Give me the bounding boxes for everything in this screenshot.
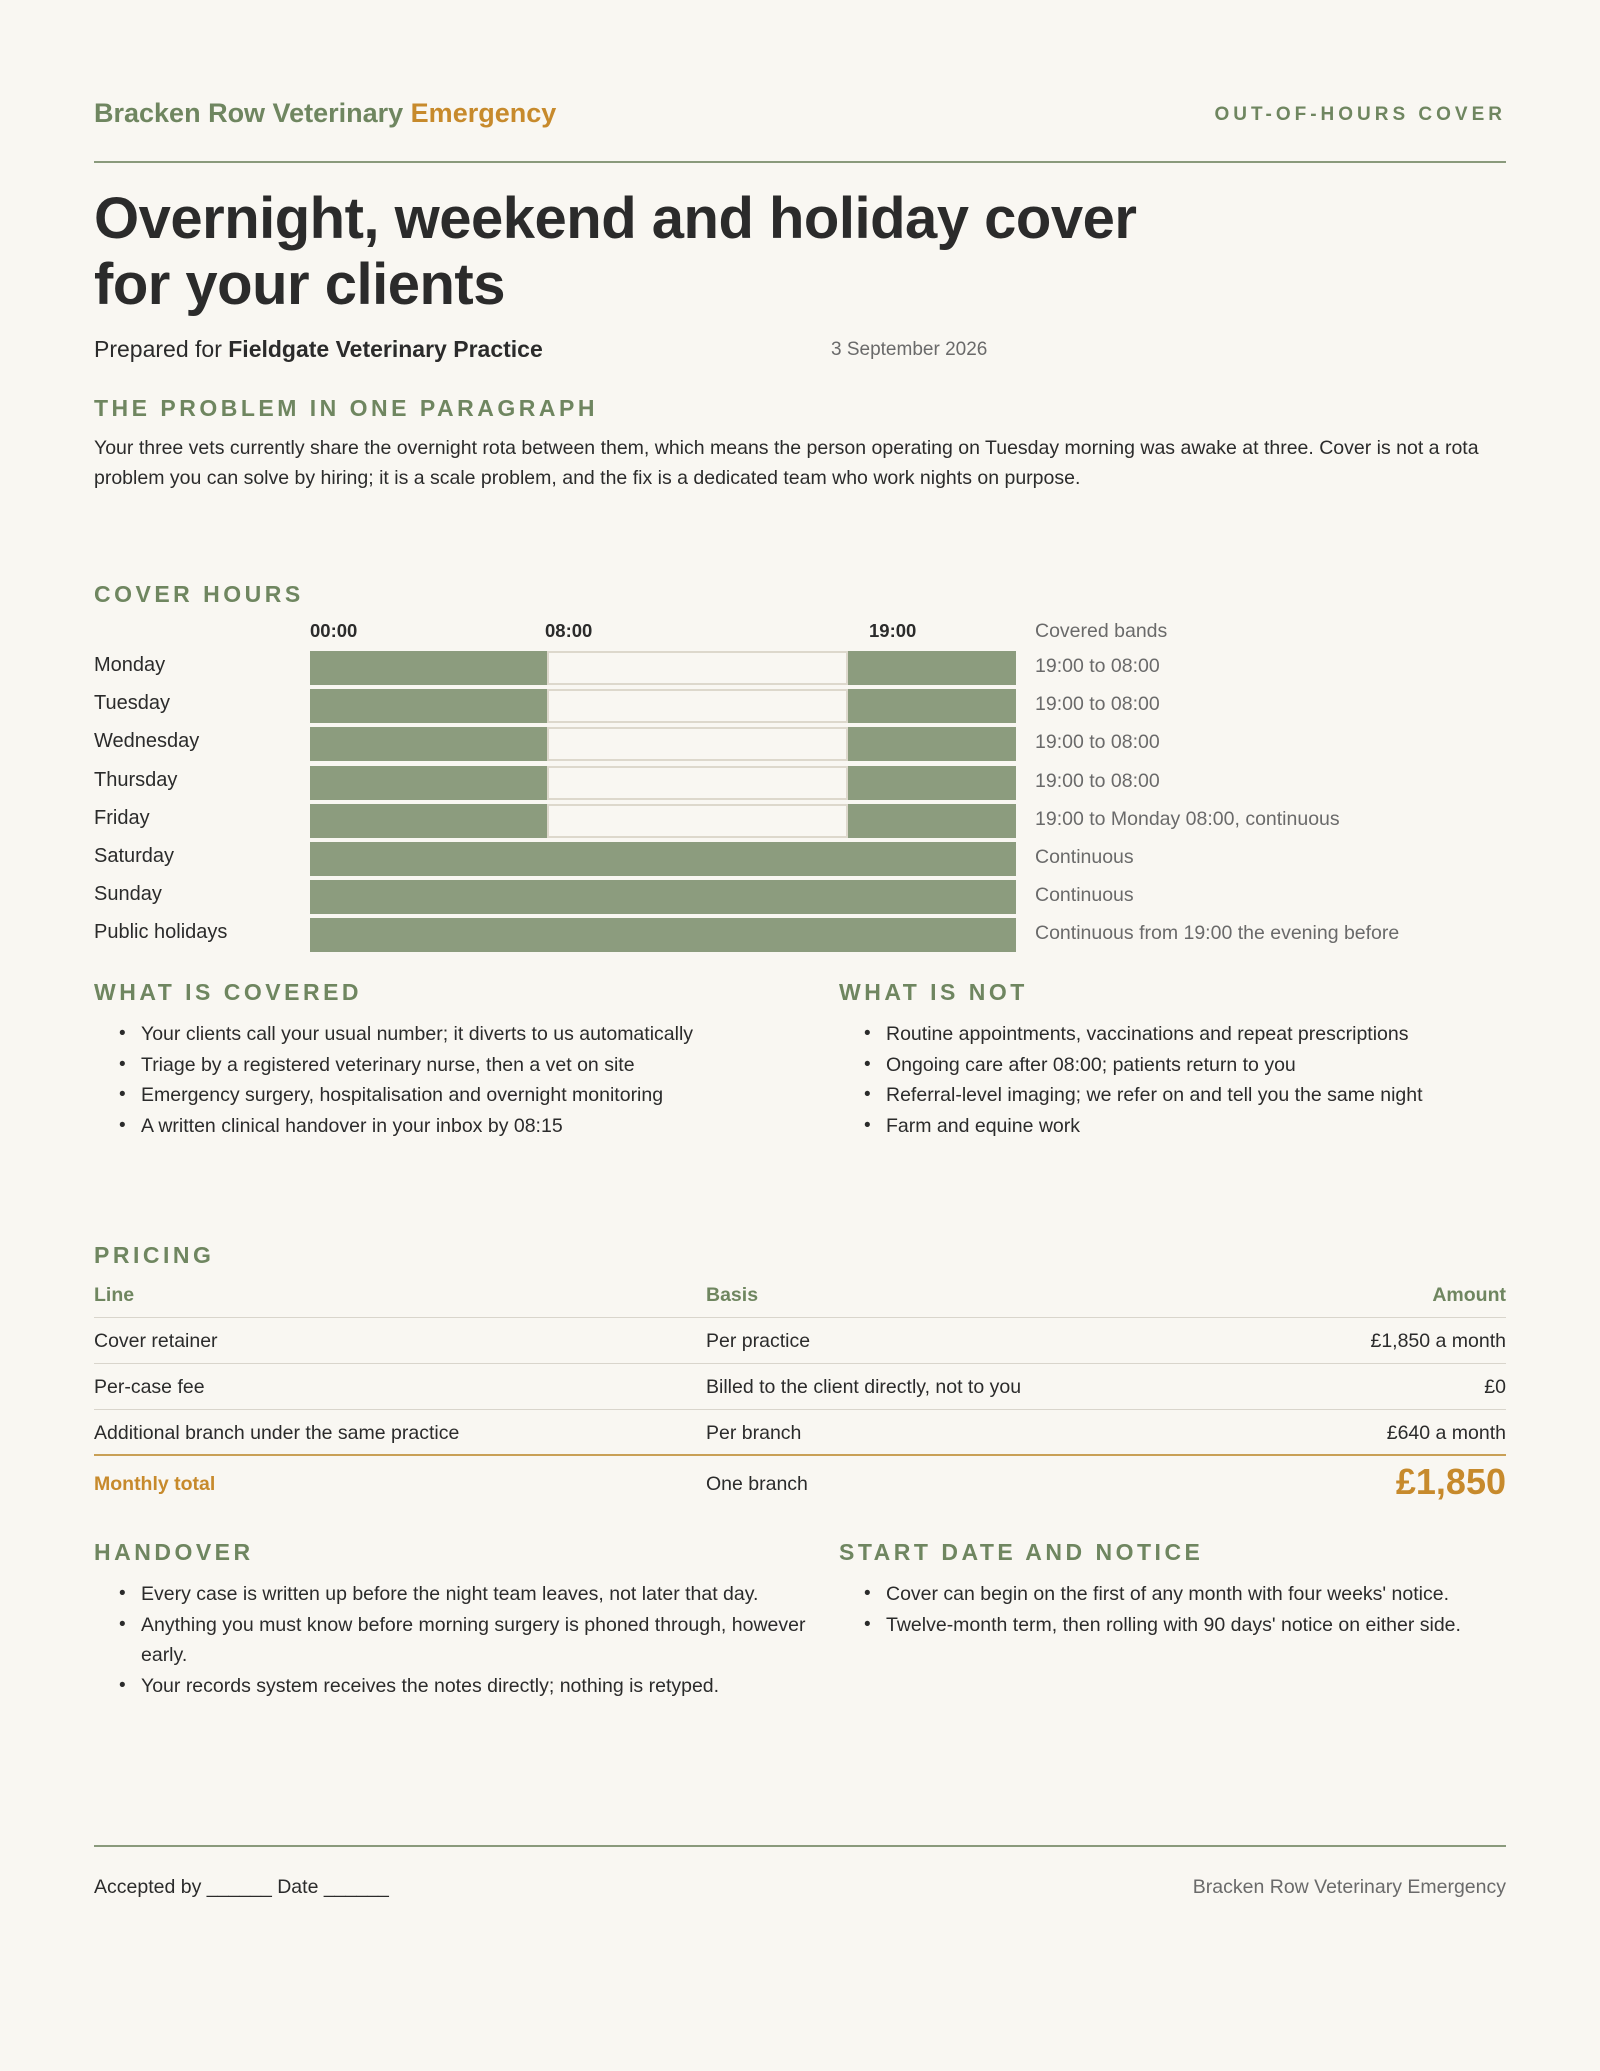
table-cell: Cover retainer [94, 1330, 218, 1352]
covered-segment [848, 727, 1016, 761]
covered-segment [310, 766, 547, 800]
cover-bar [310, 804, 1016, 838]
day-label: Tuesday [94, 692, 170, 715]
hour-label-0800: 08:00 [545, 620, 593, 641]
table-cell: Per branch [706, 1422, 802, 1444]
not-covered-heading: WHAT IS NOT [839, 979, 1028, 1005]
brand-main: Bracken Row Veterinary [94, 98, 404, 128]
cover-row [94, 651, 1506, 685]
covered-band-text: Continuous [1035, 884, 1134, 907]
cover-bar [310, 689, 1016, 723]
list-item: • Every case is written up before the night team leaves, not later that day. [94, 1579, 814, 1610]
document-date: 3 September 2026 [831, 339, 988, 360]
cover-bar [310, 727, 1016, 761]
cover-row [94, 766, 1506, 800]
list-item: • Ongoing care after 08:00; patients return to you [839, 1050, 1506, 1081]
table-cell: Additional branch under the same practice [94, 1422, 460, 1444]
uncovered-segment [547, 766, 848, 800]
page-title: Overnight, weekend and holiday cover for your clients [94, 186, 1137, 317]
pricing-table [94, 1276, 1506, 1512]
prepared-prefix: Prepared for [94, 336, 222, 362]
covered-band-text: 19:00 to Monday 08:00, continuous [1035, 807, 1340, 830]
list-item: • Twelve-month term, then rolling with 90 days' notice on either side. [839, 1610, 1506, 1641]
covered-band-text: 19:00 to 08:00 [1035, 769, 1160, 792]
cover-row [94, 842, 1506, 876]
column-header-amount: Amount [1432, 1284, 1506, 1306]
list-item: • Cover can begin on the first of any month with four weeks' notice. [839, 1579, 1506, 1610]
list-item: • Farm and equine work [839, 1111, 1506, 1142]
total-row [94, 1456, 1506, 1512]
covered-band-text: 19:00 to 08:00 [1035, 731, 1160, 754]
covered-segment [310, 727, 547, 761]
problem-heading: THE PROBLEM IN ONE PARAGRAPH [94, 395, 598, 421]
column-header-basis: Basis [706, 1284, 759, 1306]
cover-hours-heading: COVER HOURS [94, 581, 304, 607]
client-name: Fieldgate Veterinary Practice [228, 336, 543, 362]
document-kicker: OUT-OF-HOURS COVER [1214, 104, 1506, 125]
list-item: • A written clinical handover in your inbox by 08:15 [94, 1111, 814, 1142]
list-item: • Your clients call your usual number; it diverts to us automatically [94, 1019, 814, 1050]
brand-accent: Emergency [410, 98, 557, 128]
cover-bar [310, 880, 1016, 914]
table-header-row [94, 1276, 1506, 1318]
cover-bar [310, 842, 1016, 876]
cover-bar [310, 651, 1016, 685]
list-item: • Anything you must know before morning surgery is phoned through, however early. [94, 1610, 814, 1671]
list-item: • Routine appointments, vaccinations and repeat prescriptions [839, 1019, 1506, 1050]
table-cell: Per-case fee [94, 1376, 205, 1398]
day-label: Monday [94, 654, 166, 676]
day-label: Thursday [94, 768, 178, 791]
cover-bar [310, 766, 1016, 800]
cover-row [94, 727, 1506, 761]
covered-segment [310, 651, 547, 685]
cover-row [94, 880, 1506, 914]
acceptance-line: Accepted by ______ Date ______ [94, 1876, 389, 1898]
handover-list [94, 1579, 814, 1701]
covered-band-text: 19:00 to 08:00 [1035, 693, 1160, 716]
table-cell: £0 [1484, 1376, 1506, 1398]
not-covered-list [839, 1019, 1506, 1141]
uncovered-segment [547, 804, 848, 838]
uncovered-segment [547, 727, 848, 761]
start-list [839, 1579, 1506, 1640]
pricing-heading: PRICING [94, 1242, 215, 1268]
cover-row [94, 689, 1506, 723]
header-divider [94, 161, 1506, 163]
table-row [94, 1364, 1506, 1410]
day-label: Wednesday [94, 730, 200, 753]
total-amount: £1,850 [1395, 1461, 1506, 1502]
hour-label-0000: 00:00 [310, 620, 358, 641]
day-label: Friday [94, 806, 150, 829]
covered-segment [310, 918, 1016, 952]
footer-divider [94, 1845, 1506, 1847]
covered-segment [848, 804, 1016, 838]
list-item: • Referral-level imaging; we refer on and tell you the same night [839, 1080, 1506, 1111]
list-item: • Emergency surgery, hospitalisation and overnight monitoring [94, 1080, 814, 1111]
uncovered-segment [547, 689, 848, 723]
covered-band-text: 19:00 to 08:00 [1035, 655, 1160, 677]
table-cell: £640 a month [1386, 1422, 1506, 1444]
covered-band-text: Continuous from 19:00 the evening before [1035, 922, 1400, 945]
day-label: Saturday [94, 845, 175, 867]
column-header-line: Line [94, 1284, 135, 1306]
day-label: Sunday [94, 883, 162, 906]
total-label: Monthly total [94, 1473, 216, 1495]
footer-brand: Bracken Row Veterinary Emergency [1192, 1876, 1506, 1898]
covered-band-text: Continuous [1035, 846, 1134, 868]
cover-row [94, 918, 1506, 952]
day-label: Public holidays [94, 921, 228, 944]
problem-paragraph: Your three vets currently share the overnight rota between them, which means the person operating on Tuesday morning was awake at three. Cover is not a rota problem you can solve by hiring; it is a scale problem, and the fix is a dedicated team who work nights on purpose. [94, 437, 1479, 489]
prepared-for [94, 336, 543, 363]
list-item: • Triage by a registered veterinary nurse, then a vet on site [94, 1050, 814, 1081]
table-row [94, 1318, 1506, 1364]
table-cell: Per practice [706, 1330, 811, 1352]
covered-bands-heading: Covered bands [1035, 620, 1168, 642]
uncovered-segment [547, 651, 848, 685]
covered-segment [848, 689, 1016, 723]
covered-segment [310, 842, 1016, 876]
table-cell: Billed to the client directly, not to you [706, 1376, 1022, 1398]
total-basis: One branch [706, 1473, 808, 1495]
covered-segment [310, 880, 1016, 914]
hour-label-1900: 19:00 [869, 620, 917, 641]
covered-segment [848, 651, 1016, 685]
cover-bar [310, 918, 1016, 952]
table-cell: £1,850 a month [1370, 1330, 1506, 1352]
cover-row [94, 804, 1506, 838]
covered-segment [310, 689, 547, 723]
list-item: • Your records system receives the notes directly; nothing is retyped. [94, 1671, 814, 1702]
covered-heading: WHAT IS COVERED [94, 979, 363, 1005]
handover-heading: HANDOVER [94, 1539, 254, 1565]
start-heading: START DATE AND NOTICE [839, 1539, 1204, 1565]
covered-segment [310, 804, 547, 838]
table-row [94, 1410, 1506, 1456]
covered-segment [848, 766, 1016, 800]
proposal-page [94, 0, 1506, 2071]
covered-list [94, 1019, 814, 1141]
brand-name [94, 98, 556, 129]
